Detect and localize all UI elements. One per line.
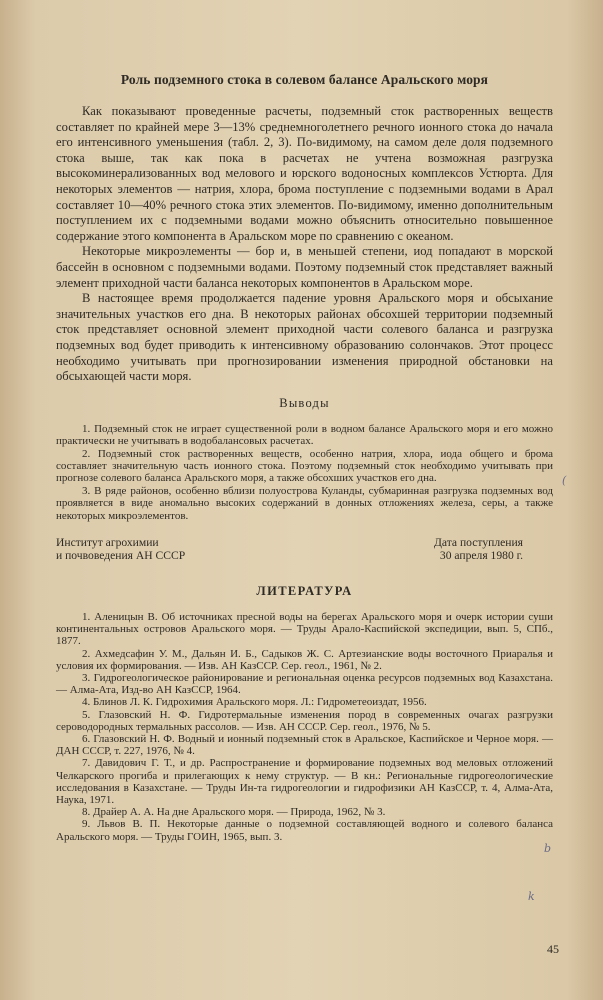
institute [56,536,185,562]
literature-heading: ЛИТЕРАТУРА [256,583,353,598]
received-date [434,536,553,562]
reference-item: 3. Гидрогеологическое районирование и региональная оценка ресурсов подземных вод Казахстана. — Алма-Ата, Изд-во АН КазССР, 1964. [56,671,553,697]
institute-line: Институт агрохимии [56,535,159,549]
reference-item: 8. Драйер А. А. На дне Аральского моря. — Природа, 1962, № 3. [82,806,386,819]
margin-pencil-mark: ( [562,474,567,487]
reference-item: 7. Давидович Г. Т., и др. Распространение и формирование подземных вод меловых отложений Челкарского прогиба и прилегающих к нему структур. — В кн.: Региональные гидрогеологические исследования в Казахстане. — Труды Ин-та гидрогеологии и гидрофизики АН КазССР, т. 4, Алма-Ата, Наука, 1971. [56,757,553,806]
margin-pencil-mark: k [528,890,535,903]
paragraph: Некоторые микроэлементы — бор и, в меньшей степени, иод попадают в морской бассейн в основном с подземными водами. Поэтому подземный сток представляет важный элемент приходной части баланса некоторых компонентов в Аральском море. [56,244,553,290]
conclusion-item: 2. Подземный сток растворенных веществ, особенно натрия, хлора, иода общего и брома составляет значительную часть ионного стока. Поэтому подземный сток необходимо учитывать при прогнозе солевого баланса Аральского моря, а также обсохших участков его дна. [56,447,553,485]
reference-item: 2. Ахмедсафин У. М., Дальян И. Б., Садыков Ж. С. Артезианские воды восточного Приаралья и условия их формирования. — Изв. АН КазССР. Сер. геол., 1961, № 2. [56,647,553,672]
reference-item: 6. Глазовский Н. Ф. Водный и ионный подземный сток в Аральское, Каспийское и Черное моря. — ДАН СССР, т. 227, 1976, № 4. [56,732,553,758]
reference-item: 5. Глазовский Н. Ф. Гидротермальные изменения пород в современных очагах разгрузки сероводородных термальных рассолов. — Изв. АН СССР. Сер. геол., 1976, № 5. [56,708,553,733]
article-title: Роль подземного стока в солевом балансе Аральского моря [120,72,489,87]
affiliation-row [56,536,553,562]
reference-item: 4. Блинов Л. К. Гидрохимия Аральского моря. Л.: Гидрометеоиздат, 1956. [82,696,427,709]
body-text [56,104,553,385]
received-line: 30 апреля 1980 г. [439,548,523,562]
conclusions-list [56,423,553,522]
conclusion-item: 1. Подземный сток не играет существенной роли в водном балансе Аральского моря и его можно практически не учитывать в водобалансовых расчетах. [56,422,553,448]
paragraph: В настоящее время продолжается падение уровня Аральского моря и обсыхание значительных участков его дна. В некоторых районах обсохшей территории подземный сток представляет основной элемент приходной части солевого баланса и разгрузка подземных вод будет приводить к интенсивному образованию солончаков. Этот процесс необходимо учитывать при прогнозировании изменения природной обстановки на обсыхающей части моря. [56,291,553,384]
conclusions-heading: Выводы [279,395,330,410]
received-line: Дата поступления [433,535,523,549]
page-number: 45 [547,942,559,956]
institute-line: и почвоведения АН СССР [56,548,186,562]
references-list [56,611,553,843]
reference-item: 9. Львов В. П. Некоторые данные о подземной составляющей водного и солевого баланса Аральского моря. — Труды ГОИН, 1965, вып. 3. [56,818,553,843]
margin-pencil-mark: b [544,842,552,855]
conclusion-item: 3. В ряде районов, особенно вблизи полуострова Куланды, субмаринная разгрузка подземных вод проявляется в виде аномально высоких содержаний в донных отложениях железа, серы, а также некоторых микроэлементов. [56,484,553,522]
paragraph: Как показывают проведенные расчеты, подземный сток растворенных веществ составляет по крайней мере 3—13% среднемноголетнего речного ионного стока до начала его интенсивного уменьшения (табл. 2, 3). По-видимому, на самом деле доля подземного стока выше, так как пока в расчетах не учтена возможная разгрузка высокоминерализованных вод мелового и юрского водоносных комплексов Устюрта. Для некоторых элементов — натрия, хлора, брома поступление с подземными водами в Арал составляет 10—40% речного стока этих элементов. По-видимому, именно дополнительным поступлением их с подземными водами можно объяснить относительно повышенное содержание этого компонента в Аральском море по сравнению с океаном. [56,104,553,243]
reference-item: 1. Аленицын В. Об источниках пресной воды на берегах Аральского моря и очерк истории суши континентальных островов Аральского моря. — Труды Арало-Каспийской экспедиции, вып. 5, СПб., 1877. [56,610,553,648]
